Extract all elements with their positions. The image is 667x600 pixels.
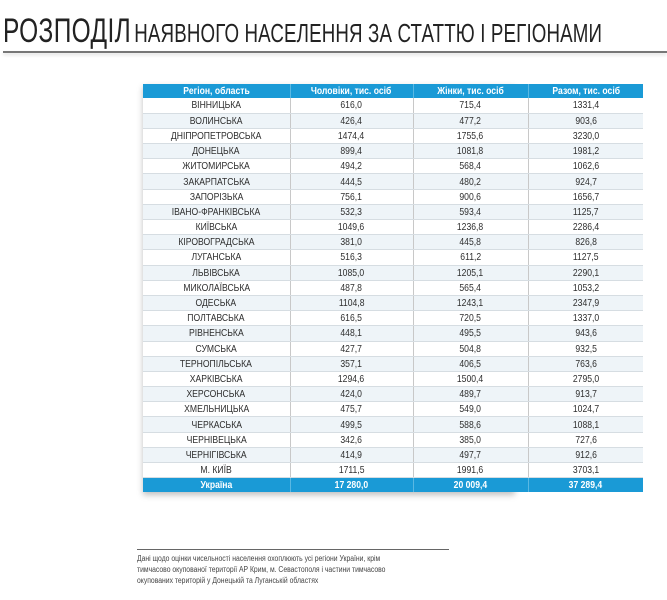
total-value: 932,5 (528, 341, 643, 356)
total-men: 17 280,0 (290, 478, 413, 493)
men-value: 516,3 (290, 250, 413, 265)
men-value: 499,5 (290, 417, 413, 432)
region-name: МИКОЛАЇВСЬКА (143, 280, 290, 295)
table-row (143, 295, 643, 310)
region-name: ЖИТОМИРСЬКА (143, 159, 290, 174)
region-name: М. КИЇВ (143, 463, 290, 478)
women-value: 1243,1 (413, 295, 528, 310)
men-value: 616,0 (290, 98, 413, 113)
women-value: 489,7 (413, 387, 528, 402)
total-value: 2347,9 (528, 295, 643, 310)
table-row (143, 113, 643, 128)
men-value: 616,5 (290, 311, 413, 326)
region-name: ЧЕРНІГІВСЬКА (143, 447, 290, 462)
women-value: 1755,6 (413, 128, 528, 143)
region-name: ХЕРСОНСЬКА (143, 387, 290, 402)
men-value: 1085,0 (290, 265, 413, 280)
men-value: 342,6 (290, 432, 413, 447)
men-value: 381,0 (290, 235, 413, 250)
men-value: 487,8 (290, 280, 413, 295)
women-value: 593,4 (413, 204, 528, 219)
table-row (143, 265, 643, 280)
total-value: 3703,1 (528, 463, 643, 478)
total-label: Україна (143, 478, 290, 493)
women-value: 385,0 (413, 432, 528, 447)
total-value: 2290,1 (528, 265, 643, 280)
table-row (143, 447, 643, 462)
table-row (143, 387, 643, 402)
footnote-line: окупованих територій у Донецькій та Луганській областях (137, 576, 319, 585)
women-value: 720,5 (413, 311, 528, 326)
men-value: 1474,4 (290, 128, 413, 143)
region-name: ЧЕРНІВЕЦЬКА (143, 432, 290, 447)
women-value: 900,6 (413, 189, 528, 204)
women-value: 565,4 (413, 280, 528, 295)
men-value: 448,1 (290, 326, 413, 341)
total-value: 1053,2 (528, 280, 643, 295)
region-name: ХМЕЛЬНИЦЬКА (143, 402, 290, 417)
total-value: 1125,7 (528, 204, 643, 219)
women-value: 1081,8 (413, 144, 528, 159)
men-value: 1049,6 (290, 220, 413, 235)
table-row (143, 326, 643, 341)
women-value: 477,2 (413, 113, 528, 128)
men-value: 1294,6 (290, 371, 413, 386)
title-main: РОЗПОДІЛ (3, 12, 132, 50)
total-value: 1024,7 (528, 402, 643, 417)
women-value: 611,2 (413, 250, 528, 265)
region-name: ІВАНО-ФРАНКІВСЬКА (143, 204, 290, 219)
women-value: 480,2 (413, 174, 528, 189)
title-divider (3, 51, 667, 53)
table-row (143, 371, 643, 386)
region-name: КИЇВСЬКА (143, 220, 290, 235)
total-value: 943,6 (528, 326, 643, 341)
table-row (143, 432, 643, 447)
region-name: ЧЕРКАСЬКА (143, 417, 290, 432)
table-row (143, 144, 643, 159)
footnote (137, 549, 449, 586)
region-name: ЗАКАРПАТСЬКА (143, 174, 290, 189)
women-value: 1236,8 (413, 220, 528, 235)
region-name: СУМСЬКА (143, 341, 290, 356)
title-sub: НАЯВНОГО НАСЕЛЕННЯ ЗА СТАТТЮ І РЕГІОНАМИ (134, 18, 603, 48)
column-header-men: Чоловіки, тис. осіб (290, 84, 413, 98)
men-value: 532,3 (290, 204, 413, 219)
population-table-card (143, 84, 620, 492)
women-value: 1205,1 (413, 265, 528, 280)
table-row (143, 159, 643, 174)
table-header-row (143, 84, 643, 98)
region-name: ОДЕСЬКА (143, 295, 290, 310)
men-value: 494,2 (290, 159, 413, 174)
table-total-row (143, 478, 643, 493)
total-women: 20 009,4 (413, 478, 528, 493)
table-row (143, 250, 643, 265)
women-value: 445,8 (413, 235, 528, 250)
region-name: ДНІПРОПЕТРОВСЬКА (143, 128, 290, 143)
page-title (3, 12, 603, 50)
women-value: 406,5 (413, 356, 528, 371)
men-value: 414,9 (290, 447, 413, 462)
total-value: 2795,0 (528, 371, 643, 386)
table-row (143, 311, 643, 326)
total-value: 1337,0 (528, 311, 643, 326)
men-value: 899,4 (290, 144, 413, 159)
total-value: 826,8 (528, 235, 643, 250)
table-row (143, 220, 643, 235)
total-value: 2286,4 (528, 220, 643, 235)
column-header-women: Жінки, тис. осіб (413, 84, 528, 98)
table-row (143, 356, 643, 371)
total-all: 37 289,4 (528, 478, 643, 493)
women-value: 588,6 (413, 417, 528, 432)
table-row (143, 402, 643, 417)
column-header-total: Разом, тис. осіб (528, 84, 643, 98)
region-name: ДОНЕЦЬКА (143, 144, 290, 159)
men-value: 1711,5 (290, 463, 413, 478)
footnote-line: Дані щодо оцінки чисельності населення охоплюють усі регіони України, крім (137, 554, 381, 563)
region-name: ТЕРНОПІЛЬСЬКА (143, 356, 290, 371)
men-value: 427,7 (290, 341, 413, 356)
region-name: КІРОВОГРАДСЬКА (143, 235, 290, 250)
region-name: ЛЬВІВСЬКА (143, 265, 290, 280)
women-value: 1500,4 (413, 371, 528, 386)
table-row (143, 463, 643, 478)
total-value: 3230,0 (528, 128, 643, 143)
total-value: 1127,5 (528, 250, 643, 265)
men-value: 357,1 (290, 356, 413, 371)
table-row (143, 204, 643, 219)
men-value: 444,5 (290, 174, 413, 189)
women-value: 549,0 (413, 402, 528, 417)
table-row (143, 417, 643, 432)
total-value: 1062,6 (528, 159, 643, 174)
women-value: 497,7 (413, 447, 528, 462)
total-value: 912,6 (528, 447, 643, 462)
total-value: 913,7 (528, 387, 643, 402)
total-value: 924,7 (528, 174, 643, 189)
region-name: ЗАПОРІЗЬКА (143, 189, 290, 204)
table-row (143, 189, 643, 204)
women-value: 504,8 (413, 341, 528, 356)
men-value: 1104,8 (290, 295, 413, 310)
women-value: 715,4 (413, 98, 528, 113)
total-value: 1656,7 (528, 189, 643, 204)
women-value: 1991,6 (413, 463, 528, 478)
total-value: 763,6 (528, 356, 643, 371)
women-value: 495,5 (413, 326, 528, 341)
footnote-line: тимчасово окупованої території АР Крим, м. Севастополя і частини тимчасово (137, 565, 386, 574)
total-value: 1981,2 (528, 144, 643, 159)
region-name: ВОЛИНСЬКА (143, 113, 290, 128)
table-row (143, 235, 643, 250)
table-row (143, 341, 643, 356)
total-value: 1088,1 (528, 417, 643, 432)
men-value: 426,4 (290, 113, 413, 128)
total-value: 1331,4 (528, 98, 643, 113)
table-body (143, 98, 643, 478)
region-name: РІВНЕНСЬКА (143, 326, 290, 341)
page-header (3, 14, 667, 48)
population-table (143, 84, 643, 492)
table-row (143, 128, 643, 143)
table-row (143, 174, 643, 189)
region-name: ВІННИЦЬКА (143, 98, 290, 113)
region-name: ПОЛТАВСЬКА (143, 311, 290, 326)
column-header-region: Регіон, область (143, 84, 290, 98)
region-name: ЛУГАНСЬКА (143, 250, 290, 265)
total-value: 727,6 (528, 432, 643, 447)
men-value: 756,1 (290, 189, 413, 204)
table-row (143, 280, 643, 295)
women-value: 568,4 (413, 159, 528, 174)
men-value: 475,7 (290, 402, 413, 417)
region-name: ХАРКІВСЬКА (143, 371, 290, 386)
men-value: 424,0 (290, 387, 413, 402)
table-row (143, 98, 643, 113)
total-value: 903,6 (528, 113, 643, 128)
